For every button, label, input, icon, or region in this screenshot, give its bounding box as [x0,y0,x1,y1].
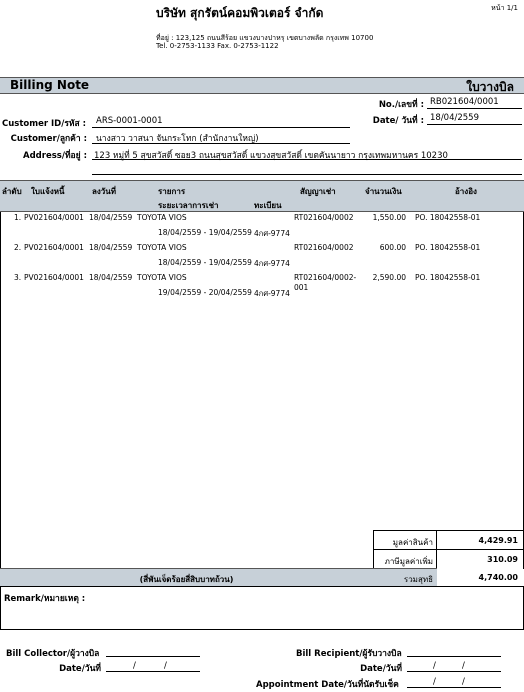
customer-address-underline2 [92,174,522,175]
customer-address-value: 123 หมู่ที่ 5 สุขสวัสดิ์ ซอย3 ถนนสุขสวัสดิ์ แขวงสุขสวัสดิ์ เขตคันนายาว กรุงเทพมหานคร 10230 [94,151,448,161]
customer-name-label: Customer/ลูกค้า : [10,134,87,144]
th-amount: จำนวนเงิน [365,187,402,196]
cell-amount: 1,550.00 [372,213,406,222]
doc-date-underline [427,124,522,125]
cell-seq: 2. [14,243,22,252]
cell-seq: 3. [14,273,22,282]
cell-date: 18/04/2559 [89,273,133,282]
cell-contract: RT021604/0002 [294,243,354,252]
cell-period: 18/04/2559 - 19/04/2559 [158,258,252,267]
cell-date: 18/04/2559 [89,243,133,252]
doc-no-value: RB021604/0001 [430,97,499,107]
vat-label: ภาษีมูลค่าเพิ่ม [384,557,433,566]
cell-plate: 4กศ-9774 [254,229,290,238]
cell-ref: PO. 18042558-01 [415,273,481,282]
cell-amount: 2,590.00 [372,273,406,282]
appointment-label: Appointment Date/วันที่นัดรับเช็ค [256,680,399,690]
customer-id-label: Customer ID/รหัส : [2,119,87,129]
cell-period: 18/04/2559 - 19/04/2559 [158,228,252,237]
th-ref: อ้างอิง [455,187,477,196]
cell-plate: 4กศ-9774 [254,289,290,298]
cell-contract-cont: 001 [294,283,309,292]
cell-ref: PO. 18042558-01 [415,243,481,252]
total-label: รวมสุทธิ [403,575,433,584]
recipient-date-sep1: / [433,661,436,671]
table-left-border [0,212,1,569]
company-phone: Tel. 0-2753-1133 Fax. 0-2753-1122 [156,42,279,50]
doc-no-underline [427,108,522,109]
doc-date-value: 18/04/2559 [430,113,479,123]
cell-item: TOYOTA VIOS [137,213,187,222]
customer-name-value: นางสาว วาสนา จันกระโทก (สำนักงานใหญ่) [96,134,259,144]
cell-amount: 600.00 [379,243,406,252]
customer-id-underline [92,127,350,128]
appointment-date-sep1: / [433,677,436,687]
cell-contract: RT021604/0002- [294,273,357,282]
doc-no-label: No./เลขที่ : [378,100,424,110]
th-period: ระยะเวลาการเช่า [158,201,219,210]
cell-date: 18/04/2559 [89,213,133,222]
customer-id-value: ARS-0001-0001 [96,116,163,126]
recipient-date-label: Date/วันที่ [360,664,402,674]
cell-item: TOYOTA VIOS [137,243,187,252]
cell-invoice: PV021604/0001 [24,213,84,222]
cell-contract: RT021604/0002 [294,213,354,222]
company-address: ที่อยู่ : 123,125 ถนนสีร้อย แขวงบางปาหรุ เขตบางพลัด กรุงเทพ 10700 [156,34,374,42]
cell-invoice: PV021604/0001 [24,273,84,282]
company-name: บริษัท สุกรัตน์คอมพิวเตอร์ จำกัด [156,6,324,20]
cell-seq: 1. [14,213,22,222]
cell-period: 19/04/2559 - 20/04/2559 [158,288,252,297]
recipient-date-sep2: / [462,661,465,671]
customer-name-underline [92,143,350,144]
th-items: รายการ [158,187,186,196]
th-seq: ลำดับ [2,187,22,196]
appointment-date-sep2: / [462,677,465,687]
collector-sign-line [106,656,200,657]
recipient-label: Bill Recipient/ผู้รับวางบิล [296,649,402,659]
recipient-sign-line [407,656,501,657]
amount-in-words: (สี่พันเจ็ดร้อยสี่สิบบาทถ้วน) [139,575,234,584]
collector-label: Bill Collector/ผู้วางบิล [6,649,100,659]
th-plate: ทะเบียน [254,201,282,210]
doc-title-en: Billing Note [10,78,90,92]
page-number: หน้า 1/1 [491,4,518,12]
subtotal-value: 4,429.91 [478,536,518,545]
collector-date-sep1: / [133,661,136,671]
appointment-date-line [407,687,501,688]
cell-ref: PO. 18042558-01 [415,213,481,222]
customer-address-underline1 [92,159,522,160]
totals-top-line [373,530,524,531]
cell-invoice: PV021604/0001 [24,243,84,252]
remark-label: Remark/หมายเหตุ : [4,594,86,604]
th-contract: สัญญาเช่า [300,187,336,196]
vat-value: 310.09 [487,555,518,564]
customer-address-label: Address/ที่อยู่ : [23,151,87,161]
th-date: ลงวันที่ [92,187,117,196]
cell-plate: 4กศ-9774 [254,259,290,268]
collector-date-line [106,671,200,672]
th-invoice: ใบแจ้งหนี้ [31,187,65,196]
doc-date-label: Date/ วันที่ : [372,116,424,126]
collector-date-label: Date/วันที่ [59,664,101,674]
doc-title-th: ใบวางบิล [466,80,514,94]
total-value: 4,740.00 [478,573,518,582]
collector-date-sep2: / [164,661,167,671]
recipient-date-line [407,671,501,672]
subtotal-label: มูลค่าสินค้า [392,538,433,547]
totals-line-1 [373,549,524,550]
cell-item: TOYOTA VIOS [137,273,187,282]
